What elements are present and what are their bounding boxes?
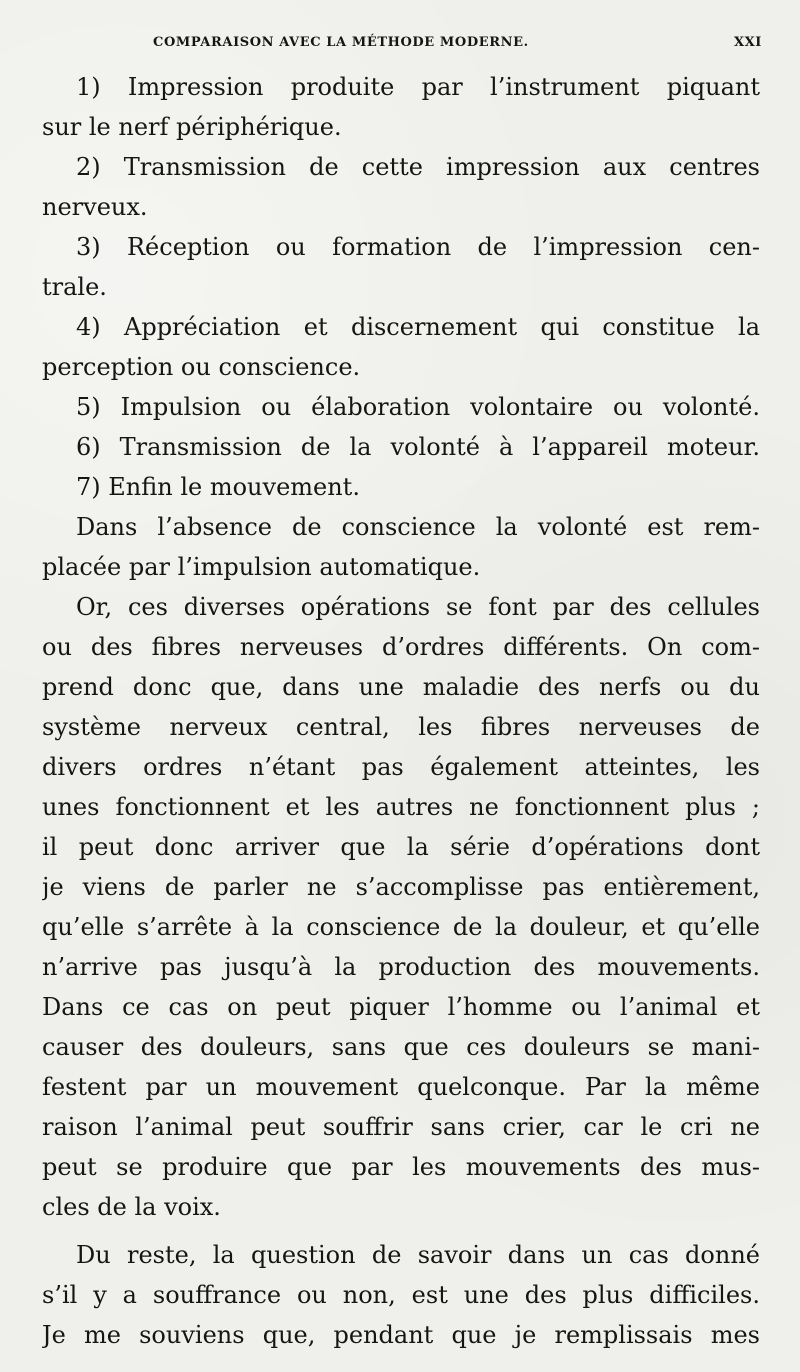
text-line: sur le nerf périphérique. [42, 113, 342, 141]
text-line: ou des fibres nerveuses d’ordres différents. On com- [42, 633, 760, 661]
text-line: Du reste, la question de savoir dans un cas donné [76, 1241, 760, 1269]
text-line: 3) Réception ou formation de l’impression cen- [76, 233, 760, 261]
text-line: 6) Transmission de la volonté à l’appareil moteur. [76, 433, 760, 461]
text-line: Je me souviens que, pendant que je remplissais mes [42, 1321, 760, 1349]
text-line: Or, ces diverses opérations se font par des cellules [76, 593, 760, 621]
text-line: n’arrive pas jusqu’à la production des mouvements. [42, 953, 760, 981]
body-text [42, 67, 760, 1355]
text-line: perception ou conscience. [42, 353, 361, 381]
text-line: 2) Transmission de cette impression aux centres [76, 153, 760, 181]
text-line: divers ordres n’étant pas également atteintes, les [42, 753, 760, 781]
text-line: qu’elle s’arrête à la conscience de la douleur, et qu’elle [42, 913, 760, 941]
text-line: système nerveux central, les fibres nerveuses de [42, 713, 760, 741]
running-header [0, 35, 800, 57]
text-line: trale. [42, 273, 107, 301]
text-line: placée par l’impulsion automatique. [42, 553, 481, 581]
text-line: il peut donc arriver que la série d’opérations dont [42, 833, 760, 861]
text-line: nerveux. [42, 193, 148, 221]
text-line: prend donc que, dans une maladie des nerfs ou du [42, 673, 760, 701]
text-line: 7) Enfin le mouvement. [76, 473, 360, 501]
text-line: 4) Appréciation et discernement qui constitue la [76, 313, 760, 341]
text-line: raison l’animal peut souffrir sans crier, car le cri ne [42, 1113, 760, 1141]
text-line: festent par un mouvement quelconque. Par la même [42, 1073, 760, 1101]
text-line: je viens de parler ne s’accomplisse pas entièrement, [42, 873, 760, 901]
text-line: unes fonctionnent et les autres ne fonctionnent plus ; [42, 793, 760, 821]
paragraph-gap [42, 1227, 760, 1235]
text-line: causer des douleurs, sans que ces douleurs se mani- [42, 1033, 760, 1061]
text-line: cles de la voix. [42, 1193, 221, 1221]
text-line: peut se produire que par les mouvements des mus- [42, 1153, 760, 1181]
header-title: COMPARAISON AVEC LA MÉTHODE MODERNE. [153, 35, 529, 50]
text-line: 5) Impulsion ou élaboration volontaire ou volonté. [76, 393, 760, 421]
text-line: s’il y a souffrance ou non, est une des plus difficiles. [42, 1281, 760, 1309]
text-line: Dans ce cas on peut piquer l’homme ou l’animal et [42, 993, 760, 1021]
page-number: XXI [733, 35, 762, 50]
text-line: Dans l’absence de conscience la volonté est rem- [76, 513, 760, 541]
text-line: 1) Impression produite par l’instrument piquant [76, 73, 760, 101]
